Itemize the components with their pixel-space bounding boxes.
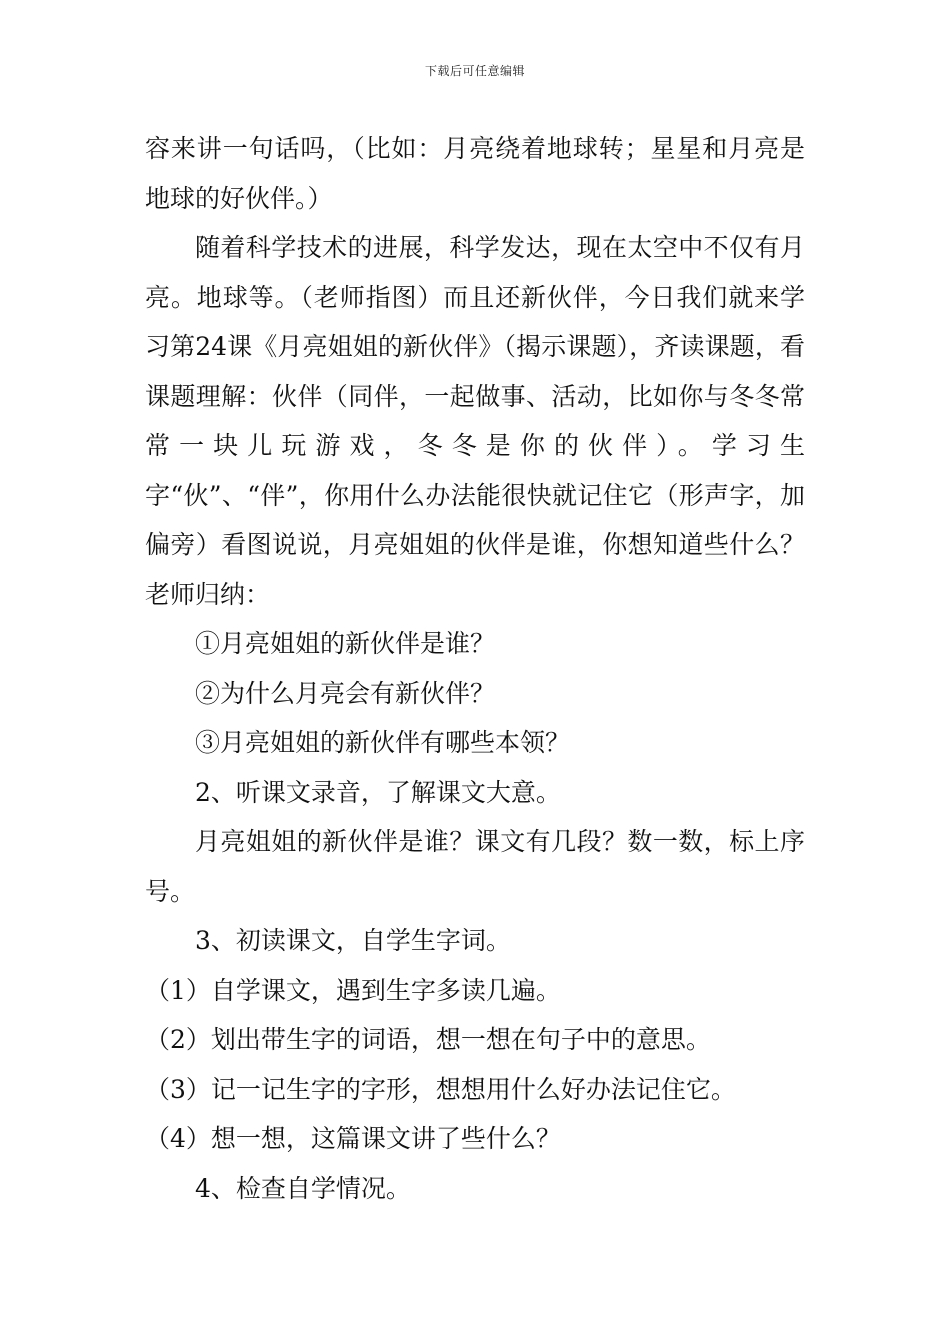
question-item-2: ②为什么月亮会有新伙伴？ bbox=[195, 678, 496, 708]
step-4-heading: 4、检查自学情况。 bbox=[195, 1173, 411, 1203]
step-3-item-1: （1）自学课文，遇到生字多读几遍。 bbox=[145, 975, 561, 1005]
step-2-heading: 2、听课文录音，了解课文大意。 bbox=[195, 777, 561, 807]
step-3-item-3: （3）记一记生字的字形，想想用什么好办法记住它。 bbox=[145, 1074, 736, 1104]
step-3-heading: 3、初读课文，自学生字词。 bbox=[195, 926, 511, 955]
page-header: 下载后可任意编辑 bbox=[424, 64, 525, 78]
paragraph-intro: 随着科学技术的进展，科学发达，现在太空中不仅有月亮。地球等。（老师指图）而且还新伙伴，今日我们就来学习第24课《月亮姐姐的新伙伴》（揭示课题），齐读课题，看课题理解：伙伴（同伴，一起做事、活动，比如你与冬冬常常一块儿玩游戏，冬冬是你的伙伴）。学习生字“伙”、“伴”，你用什么办法能很快就记住它（形声字，加偏旁）看图说说，月亮姐姐的伙伴是谁，你想知道些什么？老师归纳： bbox=[145, 233, 805, 609]
question-item-1: ①月亮姐姐的新伙伴是谁？ bbox=[195, 629, 496, 658]
step-3-item-4: （4）想一想，这篇课文讲了些什么？ bbox=[145, 1124, 561, 1153]
step-2-body: 月亮姐姐的新伙伴是谁？课文有几段？数一数，标上序号。 bbox=[145, 827, 805, 906]
step-3-item-2: （2）划出带生字的词语，想一想在句子中的意思。 bbox=[145, 1025, 711, 1054]
document-body bbox=[145, 124, 805, 1213]
paragraph-continuation: 容来讲一句话吗，（比如：月亮绕着地球转；星星和月亮是地球的好伙伴。） bbox=[145, 134, 805, 213]
question-item-3: ③月亮姐姐的新伙伴有哪些本领？ bbox=[195, 728, 571, 757]
